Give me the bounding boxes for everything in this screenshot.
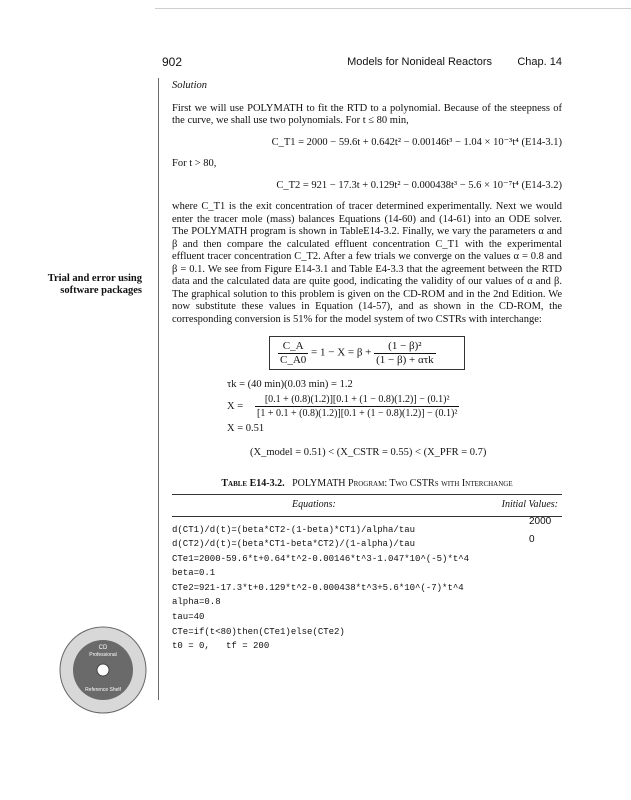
margin-note-rest: and error using software packages — [60, 273, 142, 296]
beta-numerator: (1 − β)² — [374, 340, 436, 354]
page-number: 902 — [162, 55, 183, 69]
solution-heading: Solution — [172, 80, 208, 91]
boxed-conversion-equation — [269, 336, 465, 370]
initial-value-ct1: 2000 — [529, 515, 552, 527]
x-numerator: [0.1 + (0.8)(1.2)][0.1 + (1 − 0.8)(1.2)] − (0.1)² — [255, 393, 459, 407]
equation-line: CTe2=921-17.3*t+0.129*t^2-0.000438*t^3+5.6*10^(-7)*t^4 — [172, 582, 464, 593]
equation-e14-3-2: C_T2 = 921 − 17.3t + 0.129t² − 0.000438t³ − 5.6 × 10⁻⁷t⁴ (E14-3.2) — [276, 179, 562, 191]
paragraph-intro: First we will use POLYMATH to fit the RTD to a polynomial. Because of the steepness of the curve, we shall use two polynomials. For t ≤ 80 min, — [172, 102, 562, 126]
beta-denominator: (1 − β) + ατk — [376, 353, 434, 366]
table-label: Table E14-3.2. — [221, 477, 285, 489]
margin-rule — [158, 78, 159, 700]
equation-line: tau=40 — [172, 612, 205, 623]
calculation-block — [227, 378, 562, 435]
equation-line: CTe=if(t<80)then(CTe1)else(CTe2) — [172, 626, 345, 637]
table-header — [172, 495, 562, 516]
tk-line: τk = (40 min)(0.03 min) = 1.2 — [227, 379, 353, 390]
equation-line: d(CT1)/d(t)=(beta*CT2-(1-beta)*CT1)/alpha/tau — [172, 524, 416, 535]
equation-line: d(CT2)/d(t)=(beta*CT1-beta*CT2)/(1-alpha)/tau — [172, 539, 416, 550]
x-fraction — [255, 393, 459, 420]
top-rule — [155, 8, 631, 9]
margin-note-trial: Trial — [47, 273, 70, 284]
cd-disc-icon — [58, 625, 148, 715]
equation-line: beta=0.1 — [172, 568, 216, 579]
chapter-label: Chap. 14 — [517, 56, 562, 68]
table-title: POLYMATH Program: Two CSTRs with Interchange — [292, 477, 513, 489]
paragraph-method: where C_T1 is the exit concentration of tracer determined experimentally. Next we would enter the tracer mole (mass) balances Equations (14-60) and (14-61) into an ODE solver. The POLYMATH program is shown in TableE14-3.2. Finally, we vary the parameters α and β and then compare the calculated effluent concentration C_T1 with the experimental effluent tracer concentration C_T2. After a few trials we converge on the values α = 0.8 and β = 0.1. We see from Figure E14-3.1 and Table E4-3.3 that the agreement between the RTD data and the calculated data are quite good, indicating the validity of our values of α and β. The graphical solution to this problem is given on the CD-ROM and in the 2nd Edition. We now substitute these values in Equation (14-57), and as shown in the CD-ROM, the corresponding conversion is 51% for the model system of two CSTRs with interchange: — [172, 201, 562, 325]
col-initial-values: Initial Values: — [501, 499, 558, 510]
ca-ratio — [278, 340, 308, 366]
ca0-denominator: C_A0 — [280, 353, 307, 366]
for-t-greater-80: For t > 80, — [172, 158, 217, 169]
margin-note — [10, 273, 142, 297]
initial-value-ct2: 0 — [529, 533, 535, 545]
x-denominator: [1 + 0.1 + (0.8)(1.2)][0.1 + (1 − 0.8)(1.2)] − (0.1)² — [257, 408, 458, 419]
ca-numerator: C_A — [278, 340, 308, 354]
table-header-rule — [172, 516, 562, 517]
running-header — [162, 55, 562, 71]
beta-fraction — [374, 340, 436, 366]
table-caption — [172, 478, 562, 491]
x-fraction-row — [227, 393, 562, 420]
box-middle: = 1 − X = β + — [311, 346, 372, 359]
running-title: Models for Nonideal Reactors — [347, 56, 492, 68]
equation-line: t0 = 0, tf = 200 — [172, 641, 270, 652]
cd-line3: Reference Shelf — [85, 687, 121, 693]
cd-rom-icon — [58, 625, 148, 715]
x-label: X = — [227, 401, 244, 412]
x-result: X = 0.51 — [227, 423, 265, 434]
cd-line1: CD — [98, 645, 108, 651]
model-comparison: (X_model = 0.51) < (X_CSTR = 0.55) < (X_PFR = 0.7) — [250, 447, 487, 458]
page-content — [172, 78, 562, 654]
equation-line: CTe1=2000-59.6*t+0.64*t^2-0.00146*t^3-1.047*10^(-5)*t^4 — [172, 553, 470, 564]
equation-line: alpha=0.8 — [172, 597, 221, 608]
polymath-program — [172, 515, 562, 654]
col-equations: Equations: — [292, 499, 336, 510]
cd-line2: Professional — [89, 652, 117, 658]
equation-e14-3-1: C_T1 = 2000 − 59.6t + 0.642t² − 0.00146t³ − 1.04 × 10⁻³t⁴ (E14-3.1) — [271, 136, 562, 148]
